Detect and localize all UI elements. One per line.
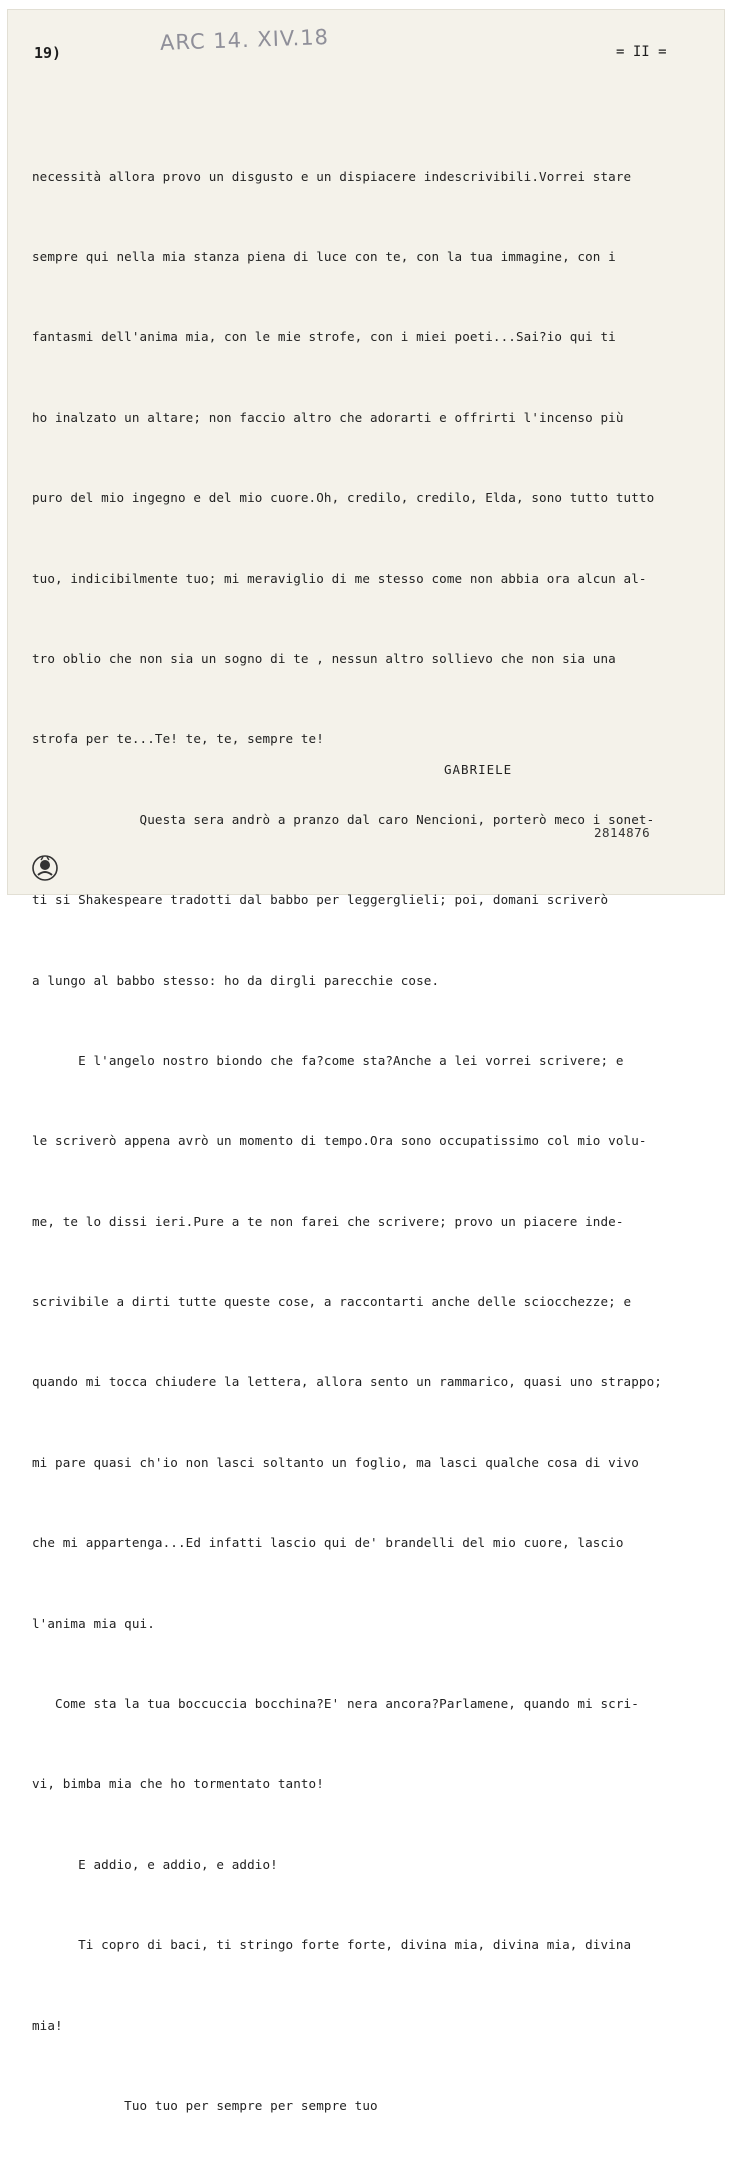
text-line: che mi appartenga...Ed infatti lascio qui de' brandelli del mio cuore, lascio (32, 1535, 624, 1551)
text-line: E addio, e addio, e addio! (32, 1856, 278, 1872)
archive-stamp-icon (30, 853, 60, 883)
text-line: Ti copro di baci, ti stringo forte forte, divina mia, divina mia, divina (32, 1937, 632, 1953)
text-line: scrivibile a dirti tutte queste cose, a raccontarti anche delle sciocchezze; e (32, 1294, 632, 1310)
text-line: vi, bimba mia che ho tormentato tanto! (32, 1776, 324, 1792)
signature: GABRIELE (444, 762, 513, 777)
text-line: necessità allora provo un disgusto e un dispiacere indescrivibili.Vorrei stare (32, 168, 632, 184)
text-line: mia! (32, 2017, 63, 2033)
text-line: tuo, indicibilmente tuo; mi meraviglio di me stesso come non abbia ora alcun al- (32, 570, 647, 586)
archive-code-handwritten: ARC 14. XIV.18 (159, 25, 330, 55)
text-line: fantasmi dell'anima mia, con le mie strofe, con i miei poeti...Sai?io qui ti (32, 329, 616, 345)
text-line: me, te lo dissi ieri.Pure a te non farei che scrivere; provo un piacere inde- (32, 1213, 624, 1229)
letter-page (8, 10, 724, 2113)
text-line: a lungo al babbo stesso: ho da dirgli parecchie cose. (32, 972, 440, 988)
page-number: 19) (34, 44, 62, 62)
text-line: ho inalzato un altare; non faccio altro che adorarti e offrirti l'incenso più (32, 409, 624, 425)
text-line: Questa sera andrò a pranzo dal caro Nencioni, porterò meco i sonet- (32, 811, 655, 827)
text-line: sempre qui nella mia stanza piena di luce con te, con la tua immagine, con i (32, 248, 616, 264)
document-number: 2814876 (594, 825, 651, 840)
text-line: le scriverò appena avrò un momento di tempo.Ora sono occupatissimo col mio volu- (32, 1133, 647, 1149)
text-line: l'anima mia qui. (32, 1615, 155, 1631)
text-line: puro del mio ingegno e del mio cuore.Oh, credilo, credilo, Elda, sono tutto tutto (32, 490, 655, 506)
text-line: strofa per te...Te! te, te, sempre te! (32, 731, 324, 747)
letter-body (32, 110, 712, 2173)
text-line: quando mi tocca chiudere la lettera, allora sento un rammarico, quasi uno strappo; (32, 1374, 662, 1390)
text-line: ti si Shakespeare tradotti dal babbo per leggerglieli; poi, domani scriverò (32, 892, 609, 908)
text-line: tro oblio che non sia un sogno di te , nessun altro sollievo che non sia una (32, 650, 616, 666)
folio-number: = II = (616, 44, 667, 60)
text-line: Tuo tuo per sempre per sempre tuo (32, 2097, 378, 2113)
text-line: Come sta la tua boccuccia bocchina?E' nera ancora?Parlamene, quando mi scri- (32, 1696, 639, 1712)
text-line: mi pare quasi ch'io non lasci soltanto un foglio, ma lasci qualche cosa di vivo (32, 1454, 639, 1470)
text-line: E l'angelo nostro biondo che fa?come sta?Anche a lei vorrei scrivere; e (32, 1052, 624, 1068)
